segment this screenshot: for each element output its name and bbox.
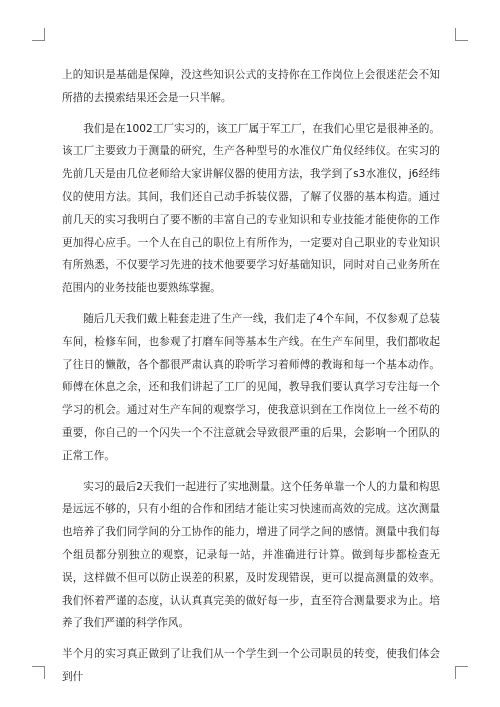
crop-mark-bottom-right [455,666,468,679]
crop-mark-top-right [455,28,468,41]
paragraph-workshop-visit: 随后几天我们戴上鞋套走进了生产一线，我们走了4个车间，不仅参观了总装车间，检修车间，也参观了打磨车间等基本生产线。在生产车间里，我们都收起了往日的懒散，各个都很严肃认真的聆听学习着师傅的教诲和每一个基本动作。师傅在休息之余，还和我们讲起了工厂的见闻，教导我们要认真学习专注每一个学习的机会。通过对生产车间的观察学习，使我意识到在工作岗位上一丝不苟的重要，你自己的一个闪失一个不注意就会导致很严重的后果，会影响一个团队的正常工作。 [62,312,440,462]
document-body [62,64,440,697]
paragraph-continuation: 上的知识是基础是保障，没这些知识公式的支持你在工作岗位上会很迷茫会不知所措的去摸索结果还会是一只半解。 [62,69,440,104]
crop-mark-top-left [32,28,45,41]
paragraph-summary: 半个月的实习真正做到了让我们从一个学生到一个公司职员的转变，使我们体会到什 [62,648,440,683]
paragraph-field-survey: 实习的最后2天我们一起进行了实地测量。这个任务单靠一个人的力量和构思是远远不够的，只有小组的合作和团结才能让实习快速而高效的完成。这次测量也培养了我们同学间的分工协作的能力，增进了同学之间的感情。测量中我们每个组员都分别独立的观察，记录每一站，并准确进行计算。做到每步都检查无误，这样做不但可以防止误差的积累，及时发现错误，更可以提高测量的效率。我们怀着严谨的态度，认认真真完美的做好每一步，直至符合测量要求为止。培养了我们严谨的科学作风。 [62,480,440,630]
paragraph-factory-intro: 我们是在1002工厂实习的，该工厂属于军工厂，在我们心里它是很神圣的。该工厂主要致力于测量的研究，生产各种型号的水准仪广角仪经纬仪。在实习的先前几天是由几位老师给大家讲解仪器的使用方法，我学到了s3水准仪，j6经纬仪的使用方法。其间，我们还自己动手拆装仪器，了解了仪器的基本构造。通过前几天的实习我明白了要不断的丰富自己的专业知识和专业技能才能使你的工作更加得心应手。一个人在自己的职位上有所作为，一定要对自己职业的专业知识有所熟悉，不仅要学习先进的技术他要要学习好基础知识，同时对自己业务所在范围内的业务技能也要熟练掌握。 [62,122,440,295]
crop-mark-bottom-left [32,666,45,679]
